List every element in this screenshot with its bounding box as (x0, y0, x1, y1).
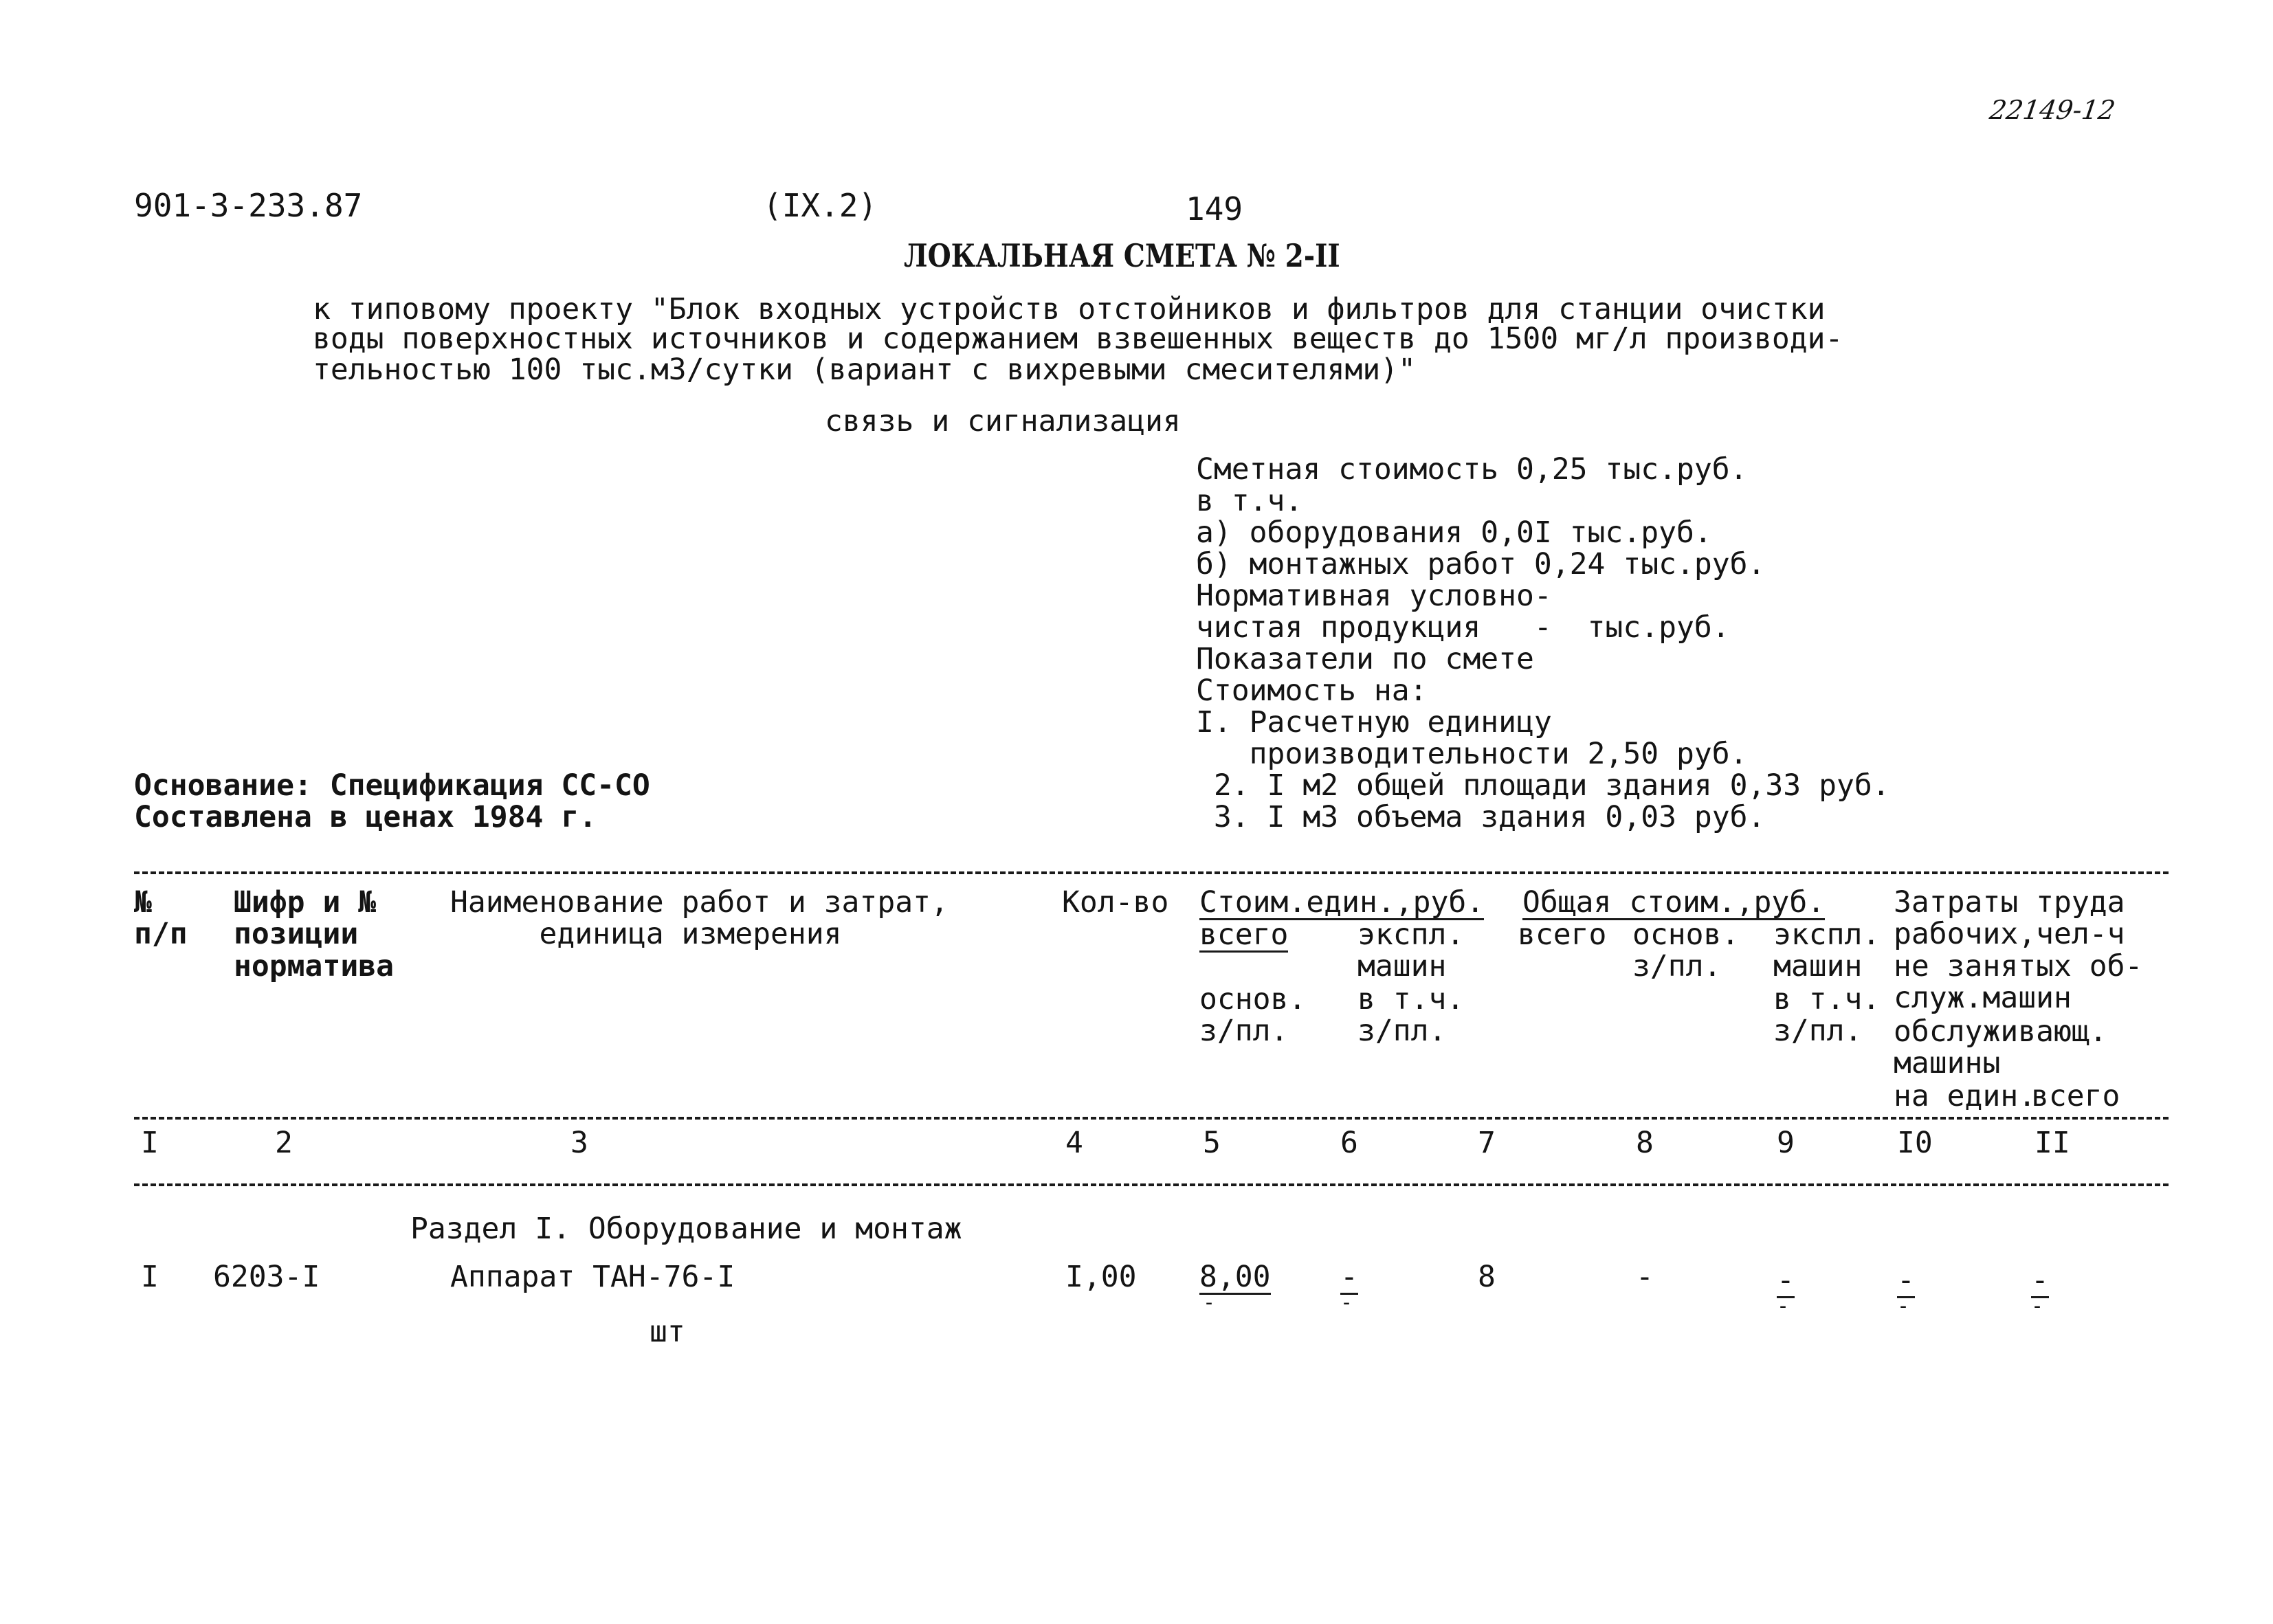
column-number-4: 4 (1065, 1126, 1083, 1160)
cost-line-9: I. Расчетную единицу (1196, 705, 1552, 739)
row-unit-operation: - (1340, 1260, 1358, 1294)
header-unit-total: всего (1199, 917, 1289, 952)
column-number-2: 2 (275, 1126, 293, 1160)
cost-line-10: производительности 2,50 руб. (1196, 737, 1748, 771)
row-unit: шт (650, 1315, 685, 1349)
column-number-8: 8 (1636, 1126, 1654, 1160)
header-col-qty: Кол-во (1062, 885, 1169, 920)
header-labor-total: всего (2031, 1079, 2120, 1113)
basis-specification: Основание: Спецификация СС-СО (134, 768, 650, 803)
cost-line-5: Нормативная условно- (1196, 579, 1552, 613)
cost-line-2: в т.ч. (1196, 484, 1303, 518)
row-name: Аппарат ТАН-76-I (450, 1260, 735, 1294)
table-numbers-rule (134, 1183, 2169, 1186)
row-total-base: - (1636, 1260, 1654, 1294)
header-unit-operation: экспл. машин (1357, 917, 1465, 984)
row-labor-total: - (2031, 1263, 2049, 1298)
cost-line-6: чистая продукция - тыс.руб. (1196, 610, 1730, 645)
header-labor-per-unit: на един. (1894, 1079, 2037, 1113)
header-unit-incl: в т.ч. з/пл. (1357, 982, 1465, 1049)
cost-line-3: а) оборудования 0,0I тыс.руб. (1196, 515, 1712, 550)
table-top-rule (134, 871, 2169, 874)
header-total-base: основ. з/пл. (1632, 917, 1740, 984)
header-total-incl: в т.ч. з/пл. (1773, 982, 1881, 1049)
estimate-subtitle: связь и сигнализация (825, 404, 1181, 438)
section-title: Раздел I. Оборудование и монтаж (410, 1212, 962, 1246)
header-col-number: № п/п (134, 885, 188, 952)
row-unit-total-sub: - (1203, 1291, 1216, 1315)
document-title: ЛОКАЛЬНАЯ СМЕТА № 2-II (904, 237, 1340, 274)
column-number-1: I (141, 1126, 159, 1160)
cost-line-8: Стоимость на: (1196, 674, 1428, 708)
project-line-3: тельностью 100 тыс.м3/сутки (вариант с вихревыми смесителями)" (313, 353, 1417, 387)
cost-line-12: 3. I м3 объема здания 0,03 руб. (1196, 800, 1766, 834)
header-total-operation: экспл. машин (1773, 917, 1881, 984)
column-number-5: 5 (1203, 1126, 1221, 1160)
page-number: 149 (1186, 190, 1243, 227)
table-header-rule (134, 1117, 2169, 1120)
cost-line-4: б) монтажных работ 0,24 тыс.руб. (1196, 547, 1766, 581)
header-col-code: Шифр и № позиции норматива (234, 885, 394, 983)
row-unit-total: 8,00 (1199, 1260, 1271, 1294)
column-number-10: I0 (1897, 1126, 1933, 1160)
row-total-operation-sub: - (1777, 1294, 1790, 1318)
cost-line-1: Сметная стоимость 0,25 тыс.руб. (1196, 452, 1748, 487)
project-line-1: к типовому проекту "Блок входных устройств отстойников и фильтров для станции очистки (313, 292, 1826, 326)
row-labor-total-sub: - (2031, 1294, 2044, 1318)
column-number-6: 6 (1340, 1126, 1358, 1160)
document-code: 901-3-233.87 (134, 187, 363, 224)
row-labor-per-unit-sub: - (1897, 1294, 1910, 1318)
header-total-total: всего (1518, 917, 1607, 952)
row-total: 8 (1478, 1260, 1496, 1294)
handwritten-stamp: 22149-12 (1987, 95, 2118, 125)
row-quantity: I,00 (1065, 1260, 1137, 1294)
row-labor-per-unit: - (1897, 1263, 1915, 1298)
row-code: 6203-I (213, 1260, 320, 1294)
header-unit-base: основ. з/пл. (1199, 982, 1307, 1049)
row-unit-operation-sub: - (1340, 1291, 1353, 1315)
project-line-2: воды поверхностных источников и содержанием взвешенных веществ до 1500 мг/л производи- (313, 322, 1843, 356)
header-unit-cost: Стоим.един.,руб. (1199, 885, 1485, 920)
basis-prices: Составлена в ценах 1984 г. (134, 800, 597, 834)
header-total-cost: Общая стоим.,руб. (1522, 885, 1826, 920)
column-number-9: 9 (1777, 1126, 1795, 1160)
section-code: (IX.2) (763, 187, 878, 224)
column-number-7: 7 (1478, 1126, 1496, 1160)
column-number-3: 3 (570, 1126, 588, 1160)
cost-line-11: 2. I м2 общей площади здания 0,33 руб. (1196, 768, 1890, 803)
column-number-11: II (2034, 1126, 2070, 1160)
header-col-name: Наименование работ и затрат, единица измерения (450, 885, 949, 952)
row-total-operation: - (1777, 1263, 1795, 1298)
header-labor-service: обслуживающ. машины (1894, 1014, 2107, 1081)
row-number: I (141, 1260, 159, 1294)
cost-line-7: Показатели по смете (1196, 642, 1534, 676)
header-labor: Затраты труда рабочих,чел-ч не занятых об- служ.машин (1894, 885, 2143, 1016)
